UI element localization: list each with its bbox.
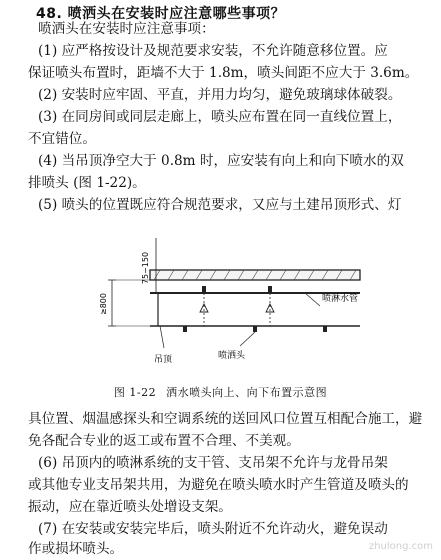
text-line: (3) 在同房间或同层走廊上，喷头应布置在同一直线位置上， (38, 109, 402, 125)
text-line: (2) 安装时应牢固、平直，并用力均匀，避免玻璃球体破裂。 (38, 87, 402, 103)
figure-caption (0, 384, 441, 400)
text-line: 喷洒头在安装时应注意事项： (38, 21, 215, 37)
text-line: (6) 吊顶内的喷淋系统的支干管、支吊架不允许与龙骨吊架 (38, 455, 388, 471)
caption-text: 洒水喷头向上、向下布置示意图 (166, 386, 328, 399)
text-line: (5) 喷头的位置既应符合规范要求，又应与土建吊顶形式、灯 (38, 197, 402, 213)
downward-sprinklers (183, 326, 327, 332)
text-line: 不宜错位。 (28, 131, 96, 147)
dim-top-label: 75~150 (141, 251, 150, 285)
pipe-label: 喷淋水管 (322, 294, 359, 304)
text-line: 免各配合专业的返工或布置不合理、不美观。 (28, 433, 300, 449)
watermark: zhulong.com (368, 541, 433, 552)
sprinkler-label: 喷洒头 (218, 351, 246, 361)
section-heading: 48. 喷洒头在安装时应注意哪些事项？ (36, 6, 286, 22)
text-line: (7) 在安装或安装完毕后，喷头附近不允许动火，避免误动 (38, 521, 388, 537)
ceiling-label: 吊顶 (154, 355, 173, 365)
dim-side-label: ≥800 (99, 293, 108, 315)
text-line: 作或损坏喷头。 (28, 541, 124, 557)
text-line: 排喷头 (图 1-22)。 (28, 175, 146, 191)
text-line: (1) 应严格按设计及规范要求安装，不允许随意移位置。应 (38, 43, 388, 59)
text-line: (4) 当吊顶净空大于 0.8m 时，应安装有向上和向下喷水的双 (38, 153, 404, 169)
text-line: 具位置、烟温感探头和空调系统的送回风口位置互相配合施工，避 (28, 411, 423, 427)
text-line: 振动，应在靠近喷头处增设支架。 (28, 499, 232, 515)
sprinkler-diagram (90, 238, 420, 388)
caption-number: 图 1-22 (113, 386, 157, 399)
text-line: 保证喷头布置时，距墙不大于 1.8m，喷头间距不应大于 3.6m。 (28, 65, 419, 81)
text-line: 或其他专业支吊架共用，为避免在喷头喷水时产生管道及喷头的 (28, 477, 409, 493)
upward-sprinklers (202, 286, 272, 293)
